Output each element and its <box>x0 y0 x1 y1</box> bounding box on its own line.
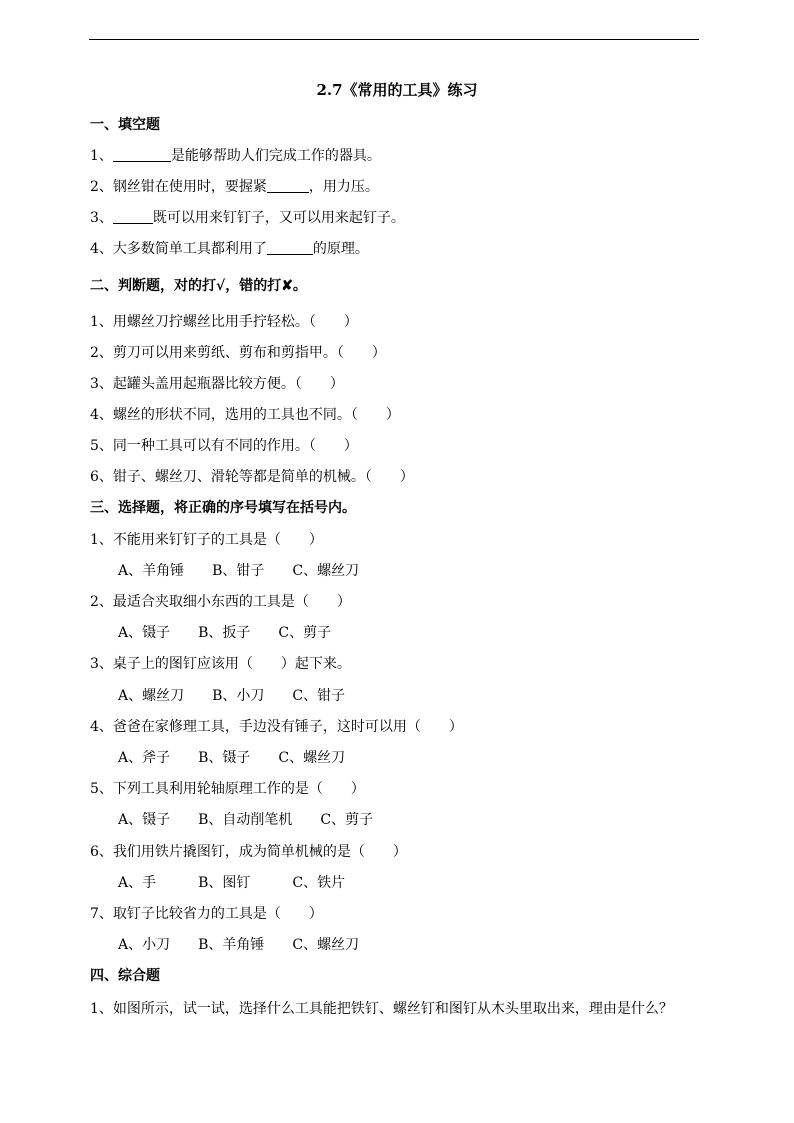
choice-options-2: A、镊子 B、扳子 C、剪子 <box>118 625 332 641</box>
section-heading-fill: 一、填空题 <box>90 117 160 133</box>
section-heading-choice: 三、选择题，将正确的序号填写在括号内。 <box>90 500 356 516</box>
answer-blank[interactable] <box>113 147 171 162</box>
fill-question-1: 1、 是能够帮助人们完成工作的器具。 <box>90 148 381 164</box>
choice-options-4: A、斧子 B、镊子 C、螺丝刀 <box>118 750 346 766</box>
choice-question-1: 1、不能用来钉钉子的工具是（ ） <box>90 532 323 548</box>
choice-options-7: A、小刀 B、羊角锤 C、螺丝刀 <box>118 937 360 953</box>
answer-blank[interactable] <box>267 178 309 193</box>
choice-options-6: A、手 B、图钉 C、铁片 <box>118 875 346 891</box>
judge-question-6: 6、钳子、螺丝刀、滑轮等都是简单的机械。（ ） <box>90 469 414 485</box>
judge-question-5: 5、同一种工具可以有不同的作用。（ ） <box>90 438 358 454</box>
choice-question-3: 3、桌子上的图钉应该用（ ）起下来。 <box>90 656 351 672</box>
choice-options-5: A、镊子 B、自动削笔机 C、剪子 <box>118 812 374 828</box>
header-rule <box>89 39 699 40</box>
section-heading-comprehensive: 四、综合题 <box>90 968 160 984</box>
choice-question-2: 2、最适合夹取细小东西的工具是（ ） <box>90 594 351 610</box>
judge-question-3: 3、起罐头盖用起瓶器比较方便。（ ） <box>90 376 344 392</box>
fill-question-2: 2、钢丝钳在使用时，要握紧 ，用力压。 <box>90 179 379 195</box>
comprehensive-question-1: 1、如图所示，试一试，选择什么工具能把铁钉、螺丝钉和图钉从木头里取出来，理由是什么？ <box>90 1001 673 1017</box>
choice-question-4: 4、爸爸在家修理工具，手边没有锤子，这时可以用（ ） <box>90 719 463 735</box>
choice-options-1: A、羊角锤 B、钳子 C、螺丝刀 <box>118 563 360 579</box>
choice-question-6: 6、我们用铁片撬图钉，成为简单机械的是（ ） <box>90 844 407 860</box>
fill-question-3: 3、 既可以用来钉钉子，又可以用来起钉子。 <box>90 210 405 226</box>
answer-blank[interactable] <box>113 209 153 224</box>
judge-question-1: 1、用螺丝刀拧螺丝比用手拧轻松。（ ） <box>90 314 358 330</box>
choice-question-5: 5、下列工具利用轮轴原理工作的是（ ） <box>90 781 365 797</box>
judge-question-2: 2、剪刀可以用来剪纸、剪布和剪指甲。（ ） <box>90 345 386 361</box>
section-heading-judge: 二、判断题，对的打√，错的打✘。 <box>90 278 307 294</box>
page-title: 2.7《常用的工具》练习 <box>316 81 478 99</box>
fill-question-4: 4、大多数简单工具都利用了 的原理。 <box>90 241 369 257</box>
choice-options-3: A、螺丝刀 B、小刀 C、钳子 <box>118 688 346 704</box>
answer-blank[interactable] <box>267 240 313 255</box>
judge-question-4: 4、螺丝的形状不同，选用的工具也不同。（ ） <box>90 407 400 423</box>
choice-question-7: 7、取钉子比较省力的工具是（ ） <box>90 906 323 922</box>
